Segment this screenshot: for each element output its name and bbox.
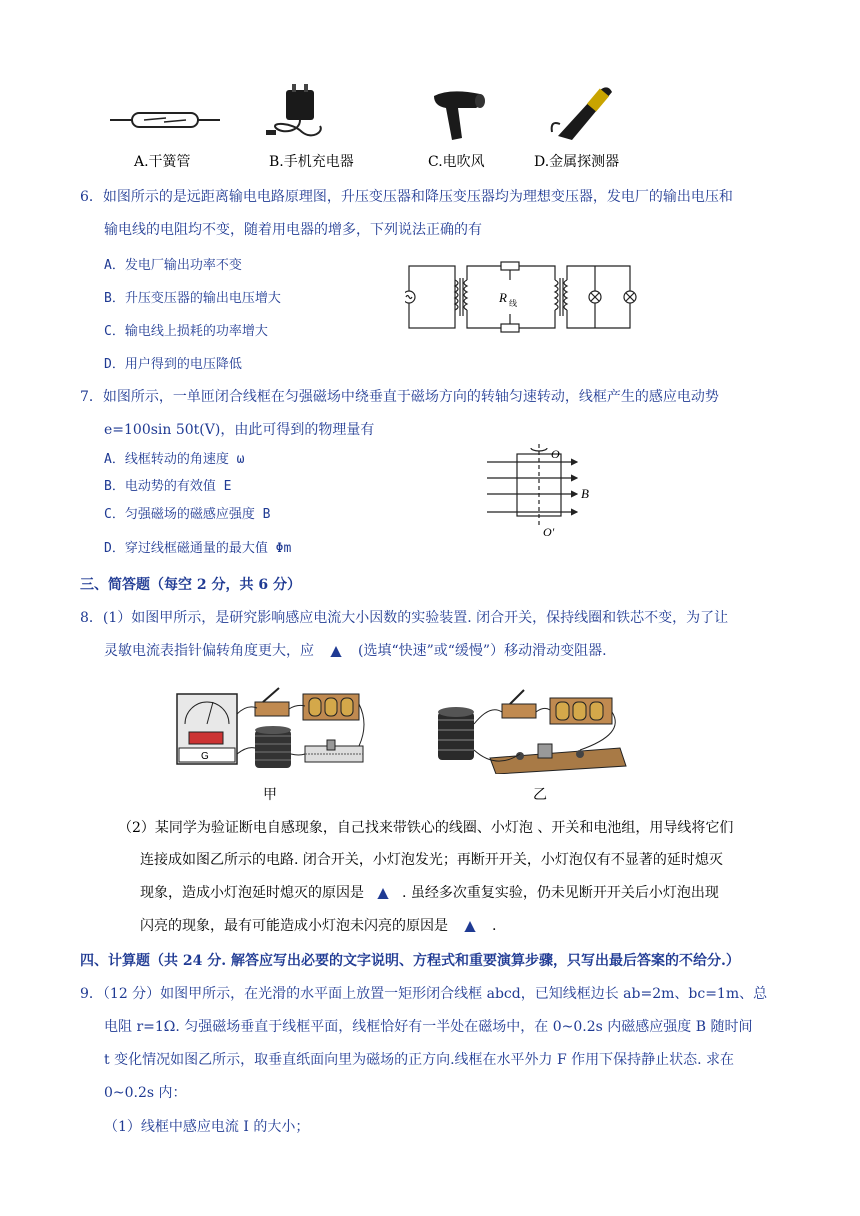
q9-line1: 9．（12 分）如图甲所示，在光滑的水平面上放置一矩形闭合线框 abcd，已知线框边长 ab=2m、bc=1m、总 [80, 986, 768, 1002]
q6-stem-line2: 输电线的电阻均不变，随着用电器的增多，下列说法正确的有 [104, 222, 482, 238]
q7-option-d: D．穿过线框磁通量的最大值 Φm [104, 541, 292, 556]
section-4-title: 四、计算题（共 24 分. 解答应写出必要的文字说明、方程式和重要演算步骤，只写出最后答案的不给分.） [80, 953, 740, 969]
power-transmission-diagram [405, 258, 645, 336]
q6-option-b: B．升压变压器的输出电压增大 [104, 291, 281, 306]
q8-part2-line1: （2）某同学为验证断电自感现象，自己找来带铁心的线圈、小灯泡 、开关和电池组，用导线将它们 [118, 820, 734, 836]
field-label-b: B [581, 486, 589, 501]
caption-d: D.金属探测器 [534, 154, 620, 170]
q8-part1-line2-a: 灵敏电流表指针偏转角度更大，应 [104, 643, 314, 659]
phone-charger-image [262, 82, 342, 142]
galvanometer-label: G [201, 751, 209, 762]
q9-line4: 0~0.2s 内： [104, 1085, 187, 1101]
hair-dryer-image [430, 86, 490, 144]
experiment-figure-jia [175, 684, 370, 774]
experiment-figure-yi [430, 684, 630, 774]
q6-stem-line1: 6．如图所示的是远距离输电电路原理图，升压变压器和降压变压器均为理想变压器，发电厂的输出电压和 [80, 189, 733, 205]
axis-label-o-prime: O' [543, 525, 555, 539]
q8-part1-line1: 8．(1）如图甲所示，是研究影响感应电流大小因数的实验装置. 闭合开关，保持线圈和铁芯不变，为了让 [80, 610, 729, 626]
axis-label-o: O [551, 447, 560, 461]
figure-yi-caption: 乙 [533, 787, 547, 803]
resistor-sub: 线 [509, 299, 517, 308]
answer-blank-3[interactable]: ▲ [464, 918, 476, 934]
q8-part2-line3-b: . 虽经多次重复实验，仍未见断开开关后小灯泡出现 [402, 885, 719, 901]
resistor-label: R [499, 290, 507, 305]
q8-part2-line2: 连接成如图乙所示的电路. 闭合开关，小灯泡发光；再断开开关，小灯泡仅有不显著的延时熄灭 [140, 852, 723, 868]
q8-part2-line4-a: 闪亮的现象，最有可能造成小灯泡未闪亮的原因是 [140, 918, 448, 934]
q6-option-a: A．发电厂输出功率不变 [104, 258, 242, 273]
q7-option-c: C．匀强磁场的磁感应强度 B [104, 507, 271, 522]
q8-part2-line4 [140, 915, 496, 935]
q8-part1-line2 [104, 640, 607, 660]
q6-option-d: D．用户得到的电压降低 [104, 357, 242, 372]
q8-part1-line2-b: (选填“快速”或“缓慢”）移动滑动变阻器. [358, 643, 607, 659]
reed-switch-image [110, 108, 220, 132]
metal-detector-image [548, 80, 618, 146]
q7-stem-line2: e=100sin 50t(V)，由此可得到的物理量有 [104, 422, 375, 438]
rotating-coil-diagram [485, 440, 605, 540]
q6-option-c: C．输电线上损耗的功率增大 [104, 324, 268, 339]
q7-option-a: A．线框转动的角速度 ω [104, 452, 245, 467]
q8-part2-line3 [140, 882, 719, 902]
q9-sub1: （1）线框中感应电流 I 的大小； [104, 1119, 310, 1135]
caption-b: B.手机充电器 [269, 154, 354, 170]
figure-jia-caption: 甲 [263, 787, 277, 803]
q9-line3: t 变化情况如图乙所示，取垂直纸面向里为磁场的正方向.线框在水平外力 F 作用下保持静止状态. 求在 [104, 1052, 735, 1068]
answer-blank-2[interactable]: ▲ [377, 885, 389, 901]
q9-line2: 电阻 r=1Ω. 匀强磁场垂直于线框平面，线框恰好有一半处在磁场中，在 0~0.2s 内磁感应强度 B 随时间 [104, 1019, 753, 1035]
q8-part2-line4-b: . [492, 918, 497, 934]
answer-blank-1[interactable]: ▲ [330, 643, 342, 659]
caption-c: C.电吹风 [428, 154, 485, 170]
caption-a: A.干簧管 [134, 154, 191, 170]
q7-option-b: B．电动势的有效值 E [104, 479, 232, 494]
q7-stem-line1: 7．如图所示，一单匝闭合线框在匀强磁场中绕垂直于磁场方向的转轴匀速转动，线框产生的感应电动势 [80, 389, 719, 405]
section-3-title: 三、简答题（每空 2 分，共 6 分） [80, 577, 301, 593]
q8-part2-line3-a: 现象，造成小灯泡延时熄灭的原因是 [140, 885, 364, 901]
